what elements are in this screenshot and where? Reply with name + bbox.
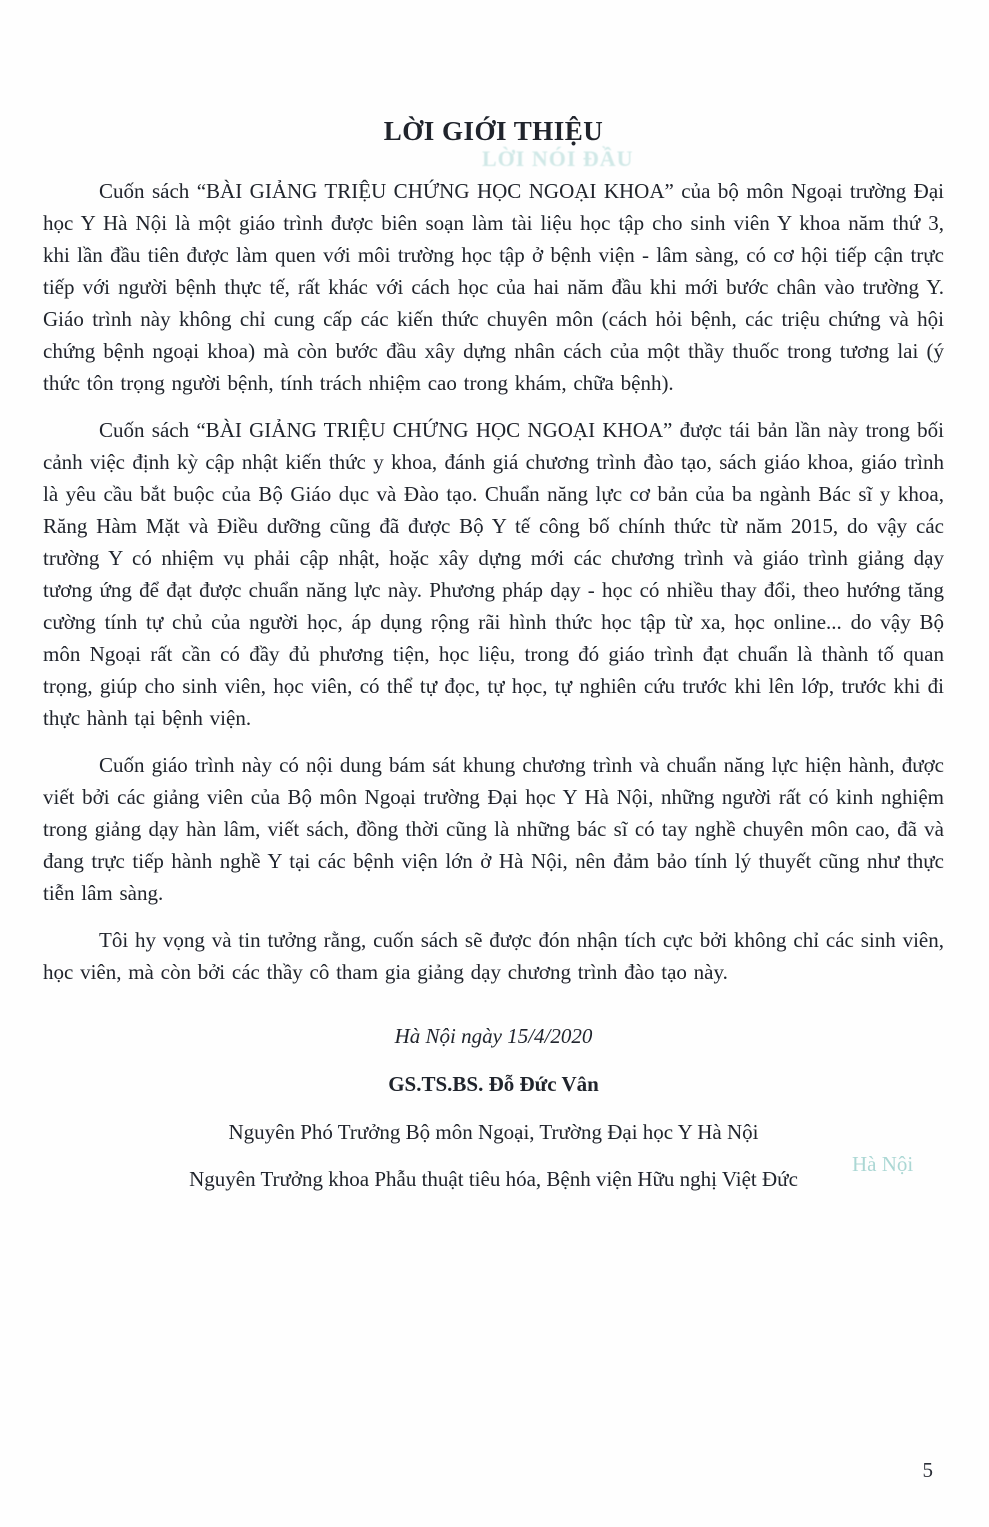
signature-role: Nguyên Phó Trưởng Bộ môn Ngoại, Trường Đại học Y Hà Nội (228, 1120, 759, 1144)
signature-date: Hà Nội ngày 15/4/2020 (394, 1024, 593, 1048)
page-number: 5 (922, 1458, 933, 1482)
paragraph: Cuốn giáo trình này có nội dung bám sát khung chương trình và chuẩn năng lực hiện hành, được viết bởi các giảng viên của Bộ môn Ngoại trường Đại học Y Hà Nội, những người rất có kinh nghiệm trong giảng dạy hàn lâm, viết sách, đồng thời cũng là những bác sĩ có tay nghề chuyên môn cao, đã và đang trực tiếp hành nghề Y tại các bệnh viện lớn ở Hà Nội, nên đảm bảo tính lý thuyết cũng như thực tiễn lâm sàng. (43, 753, 944, 905)
signature-name: GS.TS.BS. Đỗ Đức Vân (388, 1072, 599, 1096)
paragraph: Cuốn sách “BÀI GIẢNG TRIỆU CHỨNG HỌC NGOẠI KHOA” được tái bản lần này trong bối cảnh việc định kỳ cập nhật kiến thức y khoa, đánh giá chương trình đào tạo, sách giáo khoa, giáo trình là yêu cầu bắt buộc của Bộ Giáo dục và Đào tạo. Chuẩn năng lực cơ bản của ba ngành Bác sĩ y khoa, Răng Hàm Mặt và Điều dưỡng cũng đã được Bộ Y tế công bố chính thức từ năm 2015, do vậy các trường Y có nhiệm vụ phải cập nhật, hoặc xây dựng mới các chương trình và giáo trình giảng dạy tương ứng để đạt được chuẩn năng lực này. Phương pháp dạy - học có nhiều thay đổi, theo hướng tăng cường tính tự chủ của người học, áp dụng rộng rãi hình thức học tập từ xa, học online... do vậy Bộ môn Ngoại rất cần có đầy đủ phương tiện, học liệu, trong đó giáo trình đạt chuẩn là thành tố quan trọng, giúp cho sinh viên, học viên, có thể tự đọc, tự học, tự nghiên cứu trước khi lên lớp, trước khi đi thực hành tại bệnh viện. (43, 418, 944, 730)
signature-block (43, 1024, 944, 1192)
bleed-through-text: Hà Nội (852, 1152, 914, 1176)
paragraph: Tôi hy vọng và tin tưởng rằng, cuốn sách sẽ được đón nhận tích cực bởi không chỉ các sinh viên, học viên, mà còn bởi các thầy cô tham gia giảng dạy chương trình đào tạo này. (43, 928, 944, 984)
paragraph: Cuốn sách “BÀI GIẢNG TRIỆU CHỨNG HỌC NGOẠI KHOA” của bộ môn Ngoại trường Đại học Y Hà Nội là một giáo trình được biên soạn làm tài liệu học tập cho sinh viên Y khoa năm thứ 3, khi lần đầu tiên được làm quen với môi trường học tập ở bệnh viện - lâm sàng, có cơ hội tiếp cận trực tiếp với người bệnh thực tế, rất khác với cách học của hai năm đầu khi mới bước chân vào trường Y. Giáo trình này không chỉ cung cấp các kiến thức chuyên môn (cách hỏi bệnh, các triệu chứng và hội chứng bệnh ngoại khoa) mà còn bước đầu xây dựng nhân cách của một thầy thuốc trong tương lai (ý thức tôn trọng người bệnh, tính trách nhiệm cao trong khám, chữa bệnh). (43, 179, 944, 395)
page-title: LỜI GIỚI THIỆU (383, 116, 604, 146)
bleed-through-text: LỜI NÓI ĐẦU (482, 146, 634, 171)
signature-role: Nguyên Trưởng khoa Phẫu thuật tiêu hóa, Bệnh viện Hữu nghị Việt Đức (189, 1167, 798, 1191)
